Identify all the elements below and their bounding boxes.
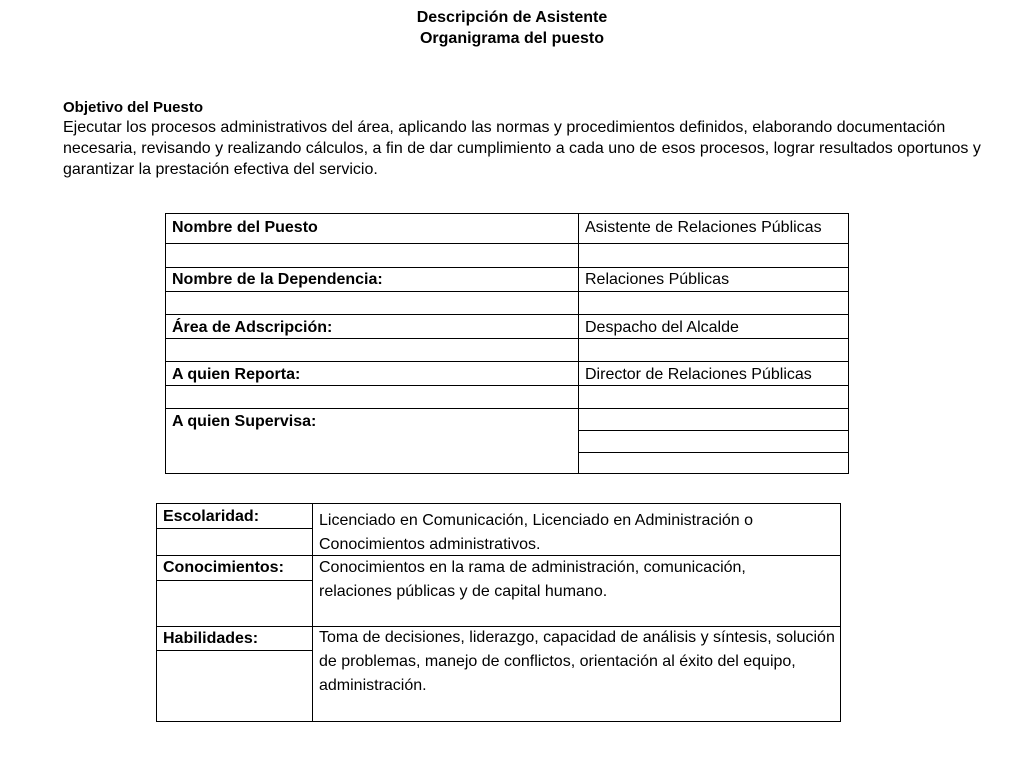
area-label: Área de Adscripción:: [172, 319, 333, 336]
supervises-label: A quien Supervisa:: [172, 413, 317, 430]
document-title: Descripción de Asistente: [416, 9, 608, 26]
knowledge-label: Conocimientos:: [163, 559, 284, 576]
position-value: Asistente de Relaciones Públicas: [585, 219, 822, 236]
area-value: Despacho del Alcalde: [585, 319, 739, 336]
reports-to-label: A quien Reporta:: [172, 366, 301, 383]
dependency-value: Relaciones Públicas: [585, 271, 730, 288]
position-table-divider: [578, 213, 579, 474]
table-rule: [165, 291, 849, 292]
knowledge-value: Conocimientos en la rama de administración, comunicación, relaciones públicas y de capital humano.: [319, 559, 746, 600]
reports-to-value: Director de Relaciones Públicas: [585, 366, 812, 383]
table-rule: [165, 243, 849, 244]
education-label: Escolaridad:: [163, 508, 260, 525]
skills-label: Habilidades:: [163, 630, 259, 647]
education-value: Licenciado en Comunicación, Licenciado en Administración o Conocimientos administrativos.: [319, 512, 754, 553]
table-rule: [165, 267, 849, 268]
table-rule: [156, 650, 313, 651]
table-rule: [165, 385, 849, 386]
position-table-border: [165, 213, 849, 474]
table-rule: [165, 361, 849, 362]
table-rule: [165, 338, 849, 339]
table-rule: [578, 430, 849, 431]
objective-text: Ejecutar los procesos administrativos del área, aplicando las normas y procedimientos definidos, elaborando documentación necesaria, revisando y realizando cálculos, a fin de dar cumplimiento a cada uno de esos procesos, lograr resultados oportunos y garantizar la prestación efectiva del servicio.: [63, 119, 981, 178]
table-rule: [156, 580, 313, 581]
document-subtitle: Organigrama del puesto: [419, 30, 605, 47]
position-label: Nombre del Puesto: [172, 219, 318, 236]
table-rule: [165, 314, 849, 315]
skills-value: Toma de decisiones, liderazgo, capacidad de análisis y síntesis, solución de problemas, manejo de conflictos, orientación al éxito del equipo, administración.: [319, 629, 835, 694]
table-rule: [165, 408, 849, 409]
dependency-label: Nombre de la Dependencia:: [172, 271, 383, 288]
table-rule: [156, 528, 313, 529]
objective-heading: Objetivo del Puesto: [63, 99, 204, 116]
table-rule: [578, 452, 849, 453]
profile-table-divider: [312, 503, 313, 722]
